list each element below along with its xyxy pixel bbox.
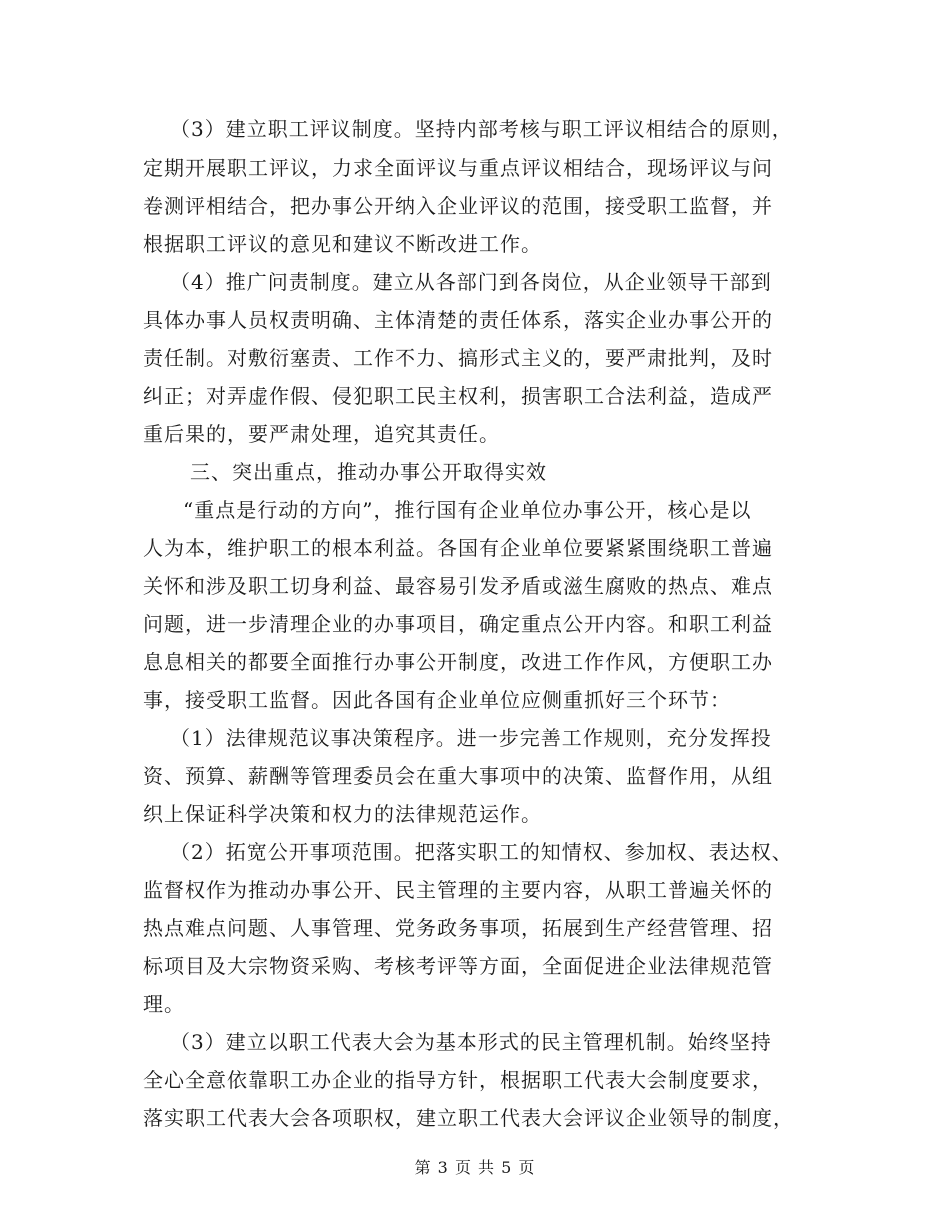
text-line: 重后果的，要严肃处理，追究其责任。 xyxy=(143,422,500,446)
text-line: 息息相关的都要全面推行办事公开制度，改进工作作风，方便职工办 xyxy=(143,650,773,674)
text-line: 热点难点问题、人事管理、党务政务事项，拓展到生产经营管理、招 xyxy=(143,916,773,940)
text-line: （3）建立职工评议制度。坚持内部考核与职工评议相结合的原则， xyxy=(170,117,793,141)
text-line: 责任制。对敷衍塞责、工作不力、搞形式主义的，要严肃批判，及时 xyxy=(143,346,773,370)
text-line: 织上保证科学决策和权力的法律规范运作。 xyxy=(143,802,542,826)
text-line: 关怀和涉及职工切身利益、最容易引发矛盾或滋生腐败的热点、难点 xyxy=(143,574,773,598)
section-heading: 三、突出重点，推动办事公开取得实效 xyxy=(190,460,547,484)
text-line: 人为本，维护职工的根本利益。各国有企业单位要紧紧围绕职工普遍 xyxy=(143,536,773,560)
text-line: 标项目及大宗物资采购、考核考评等方面，全面促进企业法律规范管 xyxy=(143,954,773,978)
text-line: 监督权作为推动办事公开、民主管理的主要内容，从职工普遍关怀的 xyxy=(143,878,773,902)
text-line: 定期开展职工评议，力求全面评议与重点评议相结合，现场评议与问 xyxy=(143,156,773,180)
text-line: “重点是行动的方向”，推行国有企业单位办事公开，核心是以 xyxy=(183,498,752,522)
text-line: 问题，进一步清理企业的办事项目，确定重点公开内容。和职工利益 xyxy=(143,612,773,636)
text-line: 全心全意依靠职工办企业的指导方针，根据职工代表大会制度要求， xyxy=(143,1068,773,1092)
text-line: （2）拓宽公开事项范围。把落实职工的知情权、参加权、表达权、 xyxy=(170,840,793,864)
text-line: 资、预算、薪酬等管理委员会在重大事项中的决策、监督作用，从组 xyxy=(143,764,773,788)
text-line: （3）建立以职工代表大会为基本形式的民主管理机制。始终坚持 xyxy=(170,1030,772,1054)
text-line: 具体办事人员权责明确、主体清楚的责任体系，落实企业办事公开的 xyxy=(143,308,773,332)
text-line: 卷测评相结合，把办事公开纳入企业评议的范围，接受职工监督，并 xyxy=(143,194,773,218)
text-line: 落实职工代表大会各项职权，建立职工代表大会评议企业领导的制度， xyxy=(143,1106,794,1130)
page-number-footer: 第 3 页 共 5 页 xyxy=(414,1158,536,1177)
text-line: 纠正；对弄虚作假、侵犯职工民主权利，损害职工合法利益，造成严 xyxy=(143,384,773,408)
text-line: （1）法律规范议事决策程序。进一步完善工作规则，充分发挥投 xyxy=(170,726,772,750)
text-line: 事，接受职工监督。因此各国有企业单位应侧重抓好三个环节： xyxy=(143,688,731,712)
text-line: 根据职工评议的意见和建议不断改进工作。 xyxy=(143,232,542,256)
text-line: 理。 xyxy=(143,992,185,1016)
text-line: （4）推广问责制度。建立从各部门到各岗位，从企业领导干部到 xyxy=(170,270,772,294)
